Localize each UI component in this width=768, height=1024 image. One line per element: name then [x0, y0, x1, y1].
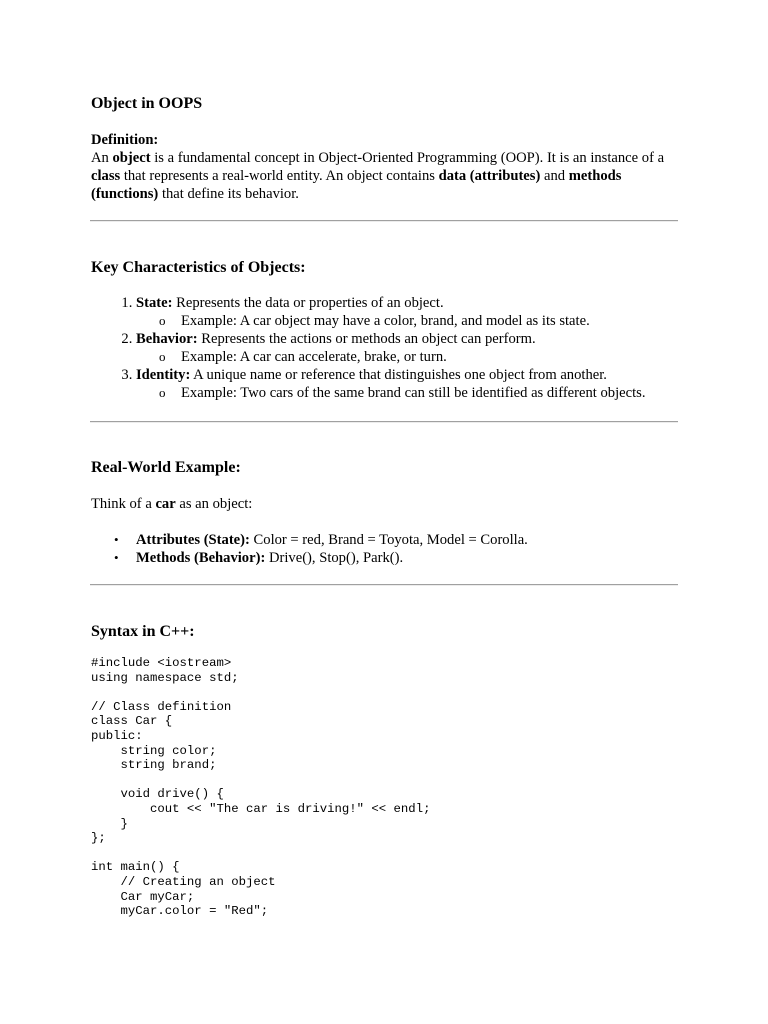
definition-bold-class: class	[91, 168, 121, 184]
definition-section	[91, 131, 681, 203]
divider	[90, 421, 678, 423]
realworld-intro-pre: Think of a	[91, 496, 156, 512]
divider	[90, 220, 678, 222]
characteristics-list	[91, 294, 681, 402]
realworld-heading: Real-World Example:	[91, 459, 241, 476]
definition-label: Definition:	[91, 132, 159, 148]
characteristics-list-block	[91, 294, 681, 402]
realworld-list-block	[91, 531, 681, 567]
realworld-desc: Color = red, Brand = Toyota, Model = Corolla.	[249, 532, 528, 548]
definition-bold-methods: methods (functions)	[91, 168, 622, 202]
realworld-term: Attributes (State):	[136, 532, 250, 548]
list-item	[114, 549, 681, 567]
definition-text-5: that define its behavior.	[158, 186, 299, 202]
list-item	[159, 384, 681, 402]
syntax-heading: Syntax in C++:	[91, 623, 195, 640]
sub-list	[136, 384, 681, 402]
list-item	[136, 330, 681, 366]
characteristic-desc: Represents the data or properties of an object.	[172, 295, 444, 311]
list-item	[114, 531, 681, 549]
characteristic-desc: A unique name or reference that distinguishes one object from another.	[190, 367, 607, 383]
page-title: Object in OOPS	[91, 95, 203, 112]
list-item	[159, 312, 681, 330]
realworld-intro-post: as an object:	[175, 496, 253, 512]
characteristic-example: Example: A car can accelerate, brake, or turn.	[181, 349, 447, 365]
characteristic-term: State:	[136, 295, 173, 311]
divider	[90, 584, 678, 586]
definition-text-4: and	[540, 168, 569, 184]
realworld-intro-bold: car	[155, 496, 176, 512]
realworld-term: Methods (Behavior):	[136, 550, 266, 566]
sub-list	[136, 348, 681, 366]
definition-text-3: that represents a real-world entity. An object contains	[120, 168, 439, 184]
bullet-icon: •	[114, 532, 119, 547]
list-item	[136, 366, 681, 402]
characteristics-heading: Key Characteristics of Objects:	[91, 259, 306, 276]
definition-text-1: An	[91, 150, 113, 166]
code-block: #include <iostream> using namespace std; // Class definition class Car { public: string color; string brand; void drive() { cout << "The car is driving!" << endl; } }; int main() { // Creating an object Car myCar; myCar.color = "Red";	[91, 656, 431, 919]
syntax-heading-block	[91, 622, 681, 642]
code-block-wrapper	[91, 656, 681, 919]
characteristic-term: Identity:	[136, 367, 191, 383]
list-item	[159, 348, 681, 366]
characteristic-example: Example: Two cars of the same brand can still be identified as different objects.	[181, 385, 646, 401]
definition-text-2: is a fundamental concept in Object-Oriented Programming (OOP). It is an instance of a	[150, 150, 665, 166]
title-block	[91, 94, 681, 114]
characteristic-desc: Represents the actions or methods an object can perform.	[197, 331, 536, 347]
characteristic-example: Example: A car object may have a color, brand, and model as its state.	[181, 313, 590, 329]
characteristics-heading-block	[91, 258, 681, 278]
realworld-intro-block	[91, 495, 681, 513]
circle-bullet-icon: o	[159, 313, 166, 328]
realworld-list	[91, 531, 681, 567]
definition-text	[91, 149, 681, 203]
list-item	[136, 294, 681, 330]
sub-list	[136, 312, 681, 330]
definition-bold-object: object	[112, 150, 151, 166]
realworld-heading-block	[91, 458, 681, 478]
circle-bullet-icon: o	[159, 385, 166, 400]
characteristic-term: Behavior:	[136, 331, 198, 347]
realworld-desc: Drive(), Stop(), Park().	[265, 550, 404, 566]
definition-bold-data: data (attributes)	[438, 168, 541, 184]
circle-bullet-icon: o	[159, 349, 166, 364]
bullet-icon: •	[114, 550, 119, 565]
realworld-intro	[91, 495, 681, 513]
